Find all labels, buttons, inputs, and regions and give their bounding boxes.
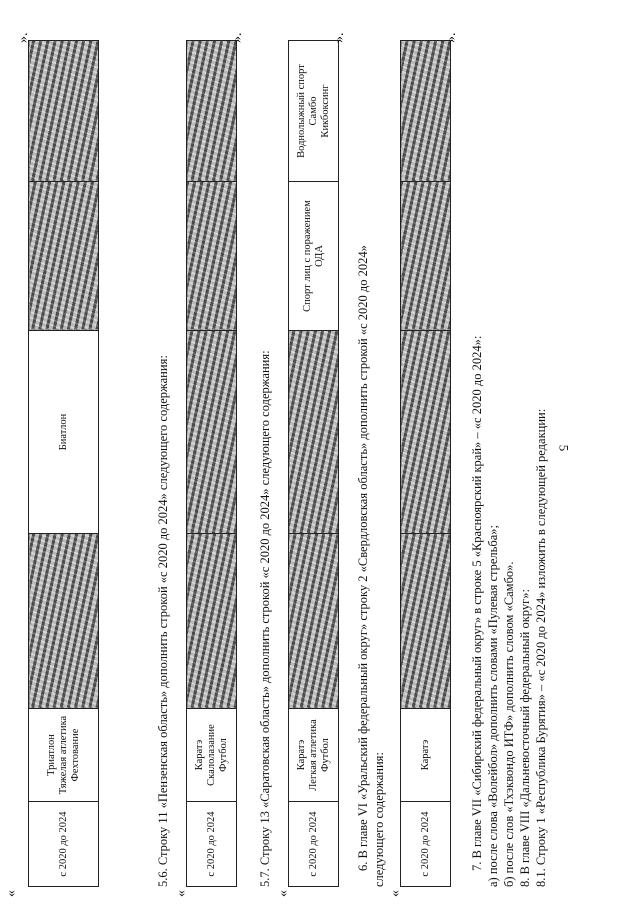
sports-cell: Каратэ Скалолазание Футбол <box>187 709 237 802</box>
paragraph-7b: б) после слов «Тхэквондо ИТФ» дополнить словом «Самбо». <box>502 561 516 887</box>
open-quote: « <box>276 890 291 897</box>
period-cell: с 2020 до 2024 <box>29 802 99 887</box>
table-2 <box>186 40 237 887</box>
illegible-cell <box>401 41 451 182</box>
open-quote: « <box>388 890 403 897</box>
paragraph-6-line-2: следующего содержания: <box>372 752 386 887</box>
table-4 <box>400 40 451 887</box>
paragraph-7: 7. В главе VII «Сибирский федеральный округ» в строке 5 «Красноярский край» – «с 2020 до 2024»: <box>470 335 484 871</box>
table-row <box>401 41 451 887</box>
illegible-cell <box>187 41 237 182</box>
illegible-cell <box>187 331 237 534</box>
close-quote: ». <box>16 32 31 43</box>
table-row <box>187 41 237 887</box>
close-quote: ». <box>332 32 347 43</box>
open-quote: « <box>174 890 189 897</box>
illegible-cell <box>187 182 237 331</box>
table-row <box>29 41 99 887</box>
sports-cell: Биатлон <box>29 331 99 534</box>
paragraph-8: 8. В главе VIII «Дальневосточный федеральный округ»: <box>518 589 532 887</box>
table-row <box>289 41 339 887</box>
sports-cell: Воднолыжный спорт Самбо Кикбоксинг <box>289 41 339 182</box>
sports-cell: Триатлон Тяжелая атлетика Фехтование <box>29 709 99 802</box>
illegible-cell <box>29 534 99 709</box>
illegible-cell <box>401 534 451 709</box>
illegible-cell <box>289 331 339 534</box>
paragraph-5-6: 5.6. Строку 11 «Пензенская область» дополнить строкой «с 2020 до 2024» следующего содержания: <box>156 355 170 887</box>
illegible-cell <box>187 534 237 709</box>
paragraph-5-7: 5.7. Строку 13 «Саратовская область» дополнить строкой «с 2020 до 2024» следующего содержания: <box>258 350 272 887</box>
illegible-cell <box>29 41 99 182</box>
sports-cell: Каратэ <box>401 709 451 802</box>
paragraph-6-line-1: 6. В главе VI «Уральский федеральный округ» строку 2 «Свердловская область» дополнить строкой «с 2020 до 2024» <box>356 245 370 871</box>
close-quote: ». <box>230 32 245 43</box>
illegible-cell <box>401 182 451 331</box>
illegible-cell <box>289 534 339 709</box>
open-quote: « <box>4 890 19 897</box>
period-cell: с 2020 до 2024 <box>289 802 339 887</box>
table-3 <box>288 40 339 887</box>
paragraph-7a: а) после слова «Волейбол» дополнить словами «Пулевая стрельба»; <box>486 525 500 887</box>
page-number: 5 <box>556 444 572 452</box>
period-cell: с 2020 до 2024 <box>401 802 451 887</box>
table-1 <box>28 40 99 887</box>
illegible-cell <box>401 331 451 534</box>
sports-cell: Каратэ Легкая атлетика Футбол <box>289 709 339 802</box>
close-quote: ». <box>444 32 459 43</box>
paragraph-8-1: 8.1. Строку 1 «Республика Бурятия» – «с 2020 до 2024» изложить в следующей редакции: <box>534 408 548 887</box>
sports-cell: Спорт лиц с поражением ОДА <box>289 182 339 331</box>
illegible-cell <box>29 182 99 331</box>
period-cell: с 2020 до 2024 <box>187 802 237 887</box>
